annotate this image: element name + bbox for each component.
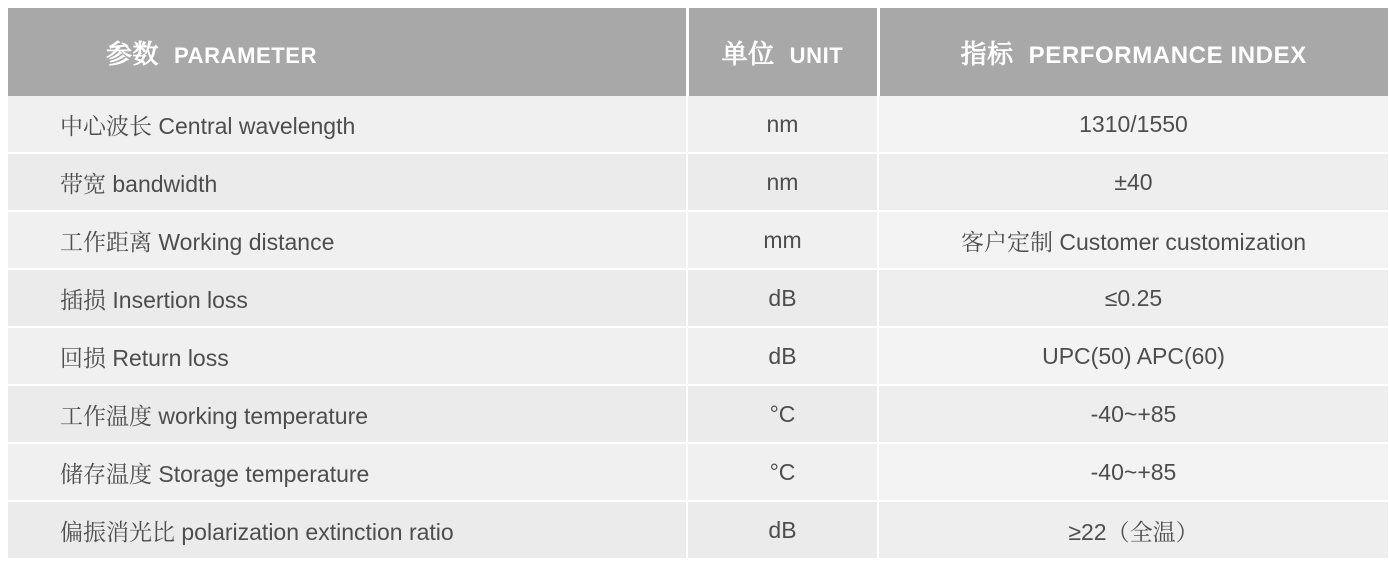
cell-unit <box>687 443 878 501</box>
column-header-index-en: PERFORMANCE INDEX <box>1028 41 1307 69</box>
cell-index-text: UPC(50) APC(60) <box>1042 342 1225 369</box>
cell-unit-text: dB <box>768 342 797 369</box>
cell-unit-text: mm <box>763 226 802 253</box>
cell-parameter <box>8 327 687 385</box>
specification-table <box>8 8 1388 558</box>
cell-unit <box>687 269 878 327</box>
cell-parameter <box>8 443 687 501</box>
cell-parameter-text: 偏振消光比 polarization extinction ratio <box>60 518 454 545</box>
cell-index <box>878 96 1388 153</box>
cell-index <box>878 443 1388 501</box>
cell-parameter <box>8 385 687 443</box>
cell-parameter <box>8 211 687 269</box>
column-header-unit-en: UNIT <box>789 42 844 68</box>
cell-parameter-text: 带宽 bandwidth <box>60 170 218 197</box>
cell-unit-text: °C <box>769 400 796 427</box>
cell-index <box>878 211 1388 269</box>
table-row <box>8 269 1388 327</box>
cell-unit <box>687 96 878 153</box>
cell-index-text: -40~+85 <box>1090 400 1177 427</box>
cell-index-text: 客户定制 Customer customization <box>960 228 1307 255</box>
cell-parameter-text: 回损 Return loss <box>60 344 229 371</box>
table-body <box>8 96 1388 558</box>
cell-parameter-text: 工作距离 Working distance <box>60 228 335 255</box>
table-row <box>8 211 1388 269</box>
column-header-index <box>878 8 1388 96</box>
table-row <box>8 153 1388 211</box>
table-row <box>8 501 1388 558</box>
table-header-row <box>8 8 1388 96</box>
table-row <box>8 385 1388 443</box>
cell-index <box>878 269 1388 327</box>
column-header-parameter-en: PARAMETER <box>173 42 318 68</box>
column-header-unit <box>687 8 878 96</box>
column-header-index-cn: 指标 <box>960 38 1014 69</box>
cell-index-text: ±40 <box>1114 168 1153 195</box>
cell-unit <box>687 211 878 269</box>
cell-index <box>878 501 1388 558</box>
cell-unit-text: dB <box>768 284 797 311</box>
table-header <box>8 8 1388 96</box>
cell-parameter <box>8 501 687 558</box>
cell-parameter <box>8 96 687 153</box>
cell-unit <box>687 385 878 443</box>
cell-parameter-text: 插损 Insertion loss <box>60 286 248 313</box>
cell-parameter <box>8 269 687 327</box>
cell-index <box>878 153 1388 211</box>
cell-parameter-text: 工作温度 working temperature <box>60 402 369 429</box>
column-header-parameter <box>8 8 687 96</box>
cell-index-text: ≤0.25 <box>1104 284 1163 311</box>
table-row <box>8 96 1388 153</box>
cell-index-text: ≥22（全温） <box>1068 518 1199 545</box>
cell-index-text: 1310/1550 <box>1079 110 1188 137</box>
cell-unit-text: nm <box>766 168 799 195</box>
column-header-unit-cn: 单位 <box>721 38 775 69</box>
cell-unit <box>687 501 878 558</box>
cell-index <box>878 385 1388 443</box>
cell-unit-text: nm <box>766 110 799 137</box>
spec-sheet <box>0 8 1389 585</box>
table-row <box>8 443 1388 501</box>
cell-parameter-text: 中心波长 Central wavelength <box>60 112 356 139</box>
cell-unit-text: dB <box>768 516 797 543</box>
column-header-parameter-cn: 参数 <box>106 38 160 69</box>
cell-index <box>878 327 1388 385</box>
cell-index-text: -40~+85 <box>1090 458 1177 485</box>
cell-parameter-text: 储存温度 Storage temperature <box>60 460 370 487</box>
cell-unit <box>687 327 878 385</box>
cell-unit <box>687 153 878 211</box>
cell-unit-text: °C <box>769 458 796 485</box>
table-row <box>8 327 1388 385</box>
cell-parameter <box>8 153 687 211</box>
